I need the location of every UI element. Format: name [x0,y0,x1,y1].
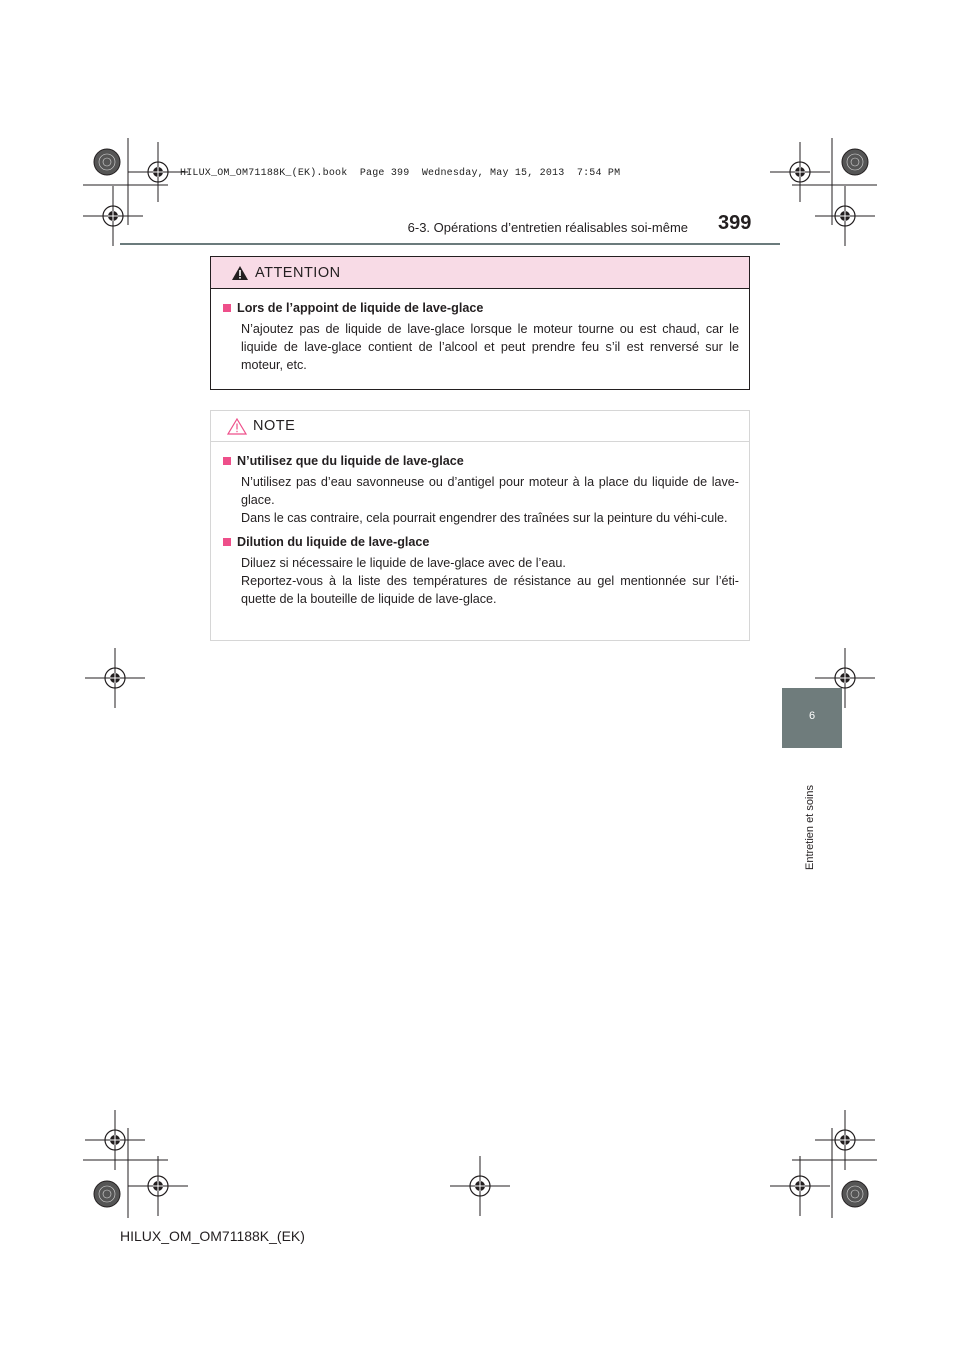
note-item-title: N’utilisez que du liquide de lave-glace [237,454,464,468]
page-number: 399 [718,212,752,234]
warning-triangle-icon [231,265,249,281]
section-header: 6-3. Opérations d’entretien réalisables soi-même [407,220,688,235]
pink-square-bullet-icon [223,304,231,312]
attention-header [211,257,749,289]
chapter-tab-label: Entretien et soins [804,785,816,870]
note-body [211,442,749,608]
pink-square-bullet-icon [223,538,231,546]
note-item-text: Reportez-vous à la liste des températures de résistance au gel mentionnée sur l’éti-quette de la bouteille de liquide de lave-glace. [241,574,739,606]
note-item-text: Diluez si nécessaire le liquide de lave-glace avec de l’eau. [241,556,566,570]
header-rule [120,243,780,245]
note-box [210,410,750,641]
chapter-tab[interactable] [782,688,842,748]
note-header [211,411,749,442]
note-item-title: Dilution du liquide de lave-glace [237,535,430,549]
note-item-text: Dans le cas contraire, cela pourrait engendrer des traînées sur la peinture du véhi-cule. [241,511,728,525]
chapter-tab-number: 6 [808,710,816,722]
pink-square-bullet-icon [223,457,231,465]
attention-title: ATTENTION [255,264,341,281]
attention-body [211,289,749,374]
note-title: NOTE [253,418,296,434]
attention-item [223,299,739,374]
attention-item-text: N’ajoutez pas de liquide de lave-glace lorsque le moteur tourne ou est chaud, car le liquide de lave-glace contient de l’alcool et peut prendre feu s’il est renversé sur le moteur, etc. [241,322,739,372]
caution-triangle-outline-icon [227,418,247,435]
note-item-text: N’utilisez pas d’eau savonneuse ou d’antigel pour moteur à la place du liquide de lave-glace. [241,475,739,507]
footer-doc-id: HILUX_OM_OM71188K_(EK) [120,1228,305,1244]
print-info-line: HILUX_OM_OM71188K_(EK).book Page 399 Wednesday, May 15, 2013 7:54 PM [180,168,621,179]
note-item [223,452,739,527]
note-item [223,533,739,608]
attention-box [210,256,750,390]
attention-item-title: Lors de l’appoint de liquide de lave-glace [237,301,484,315]
